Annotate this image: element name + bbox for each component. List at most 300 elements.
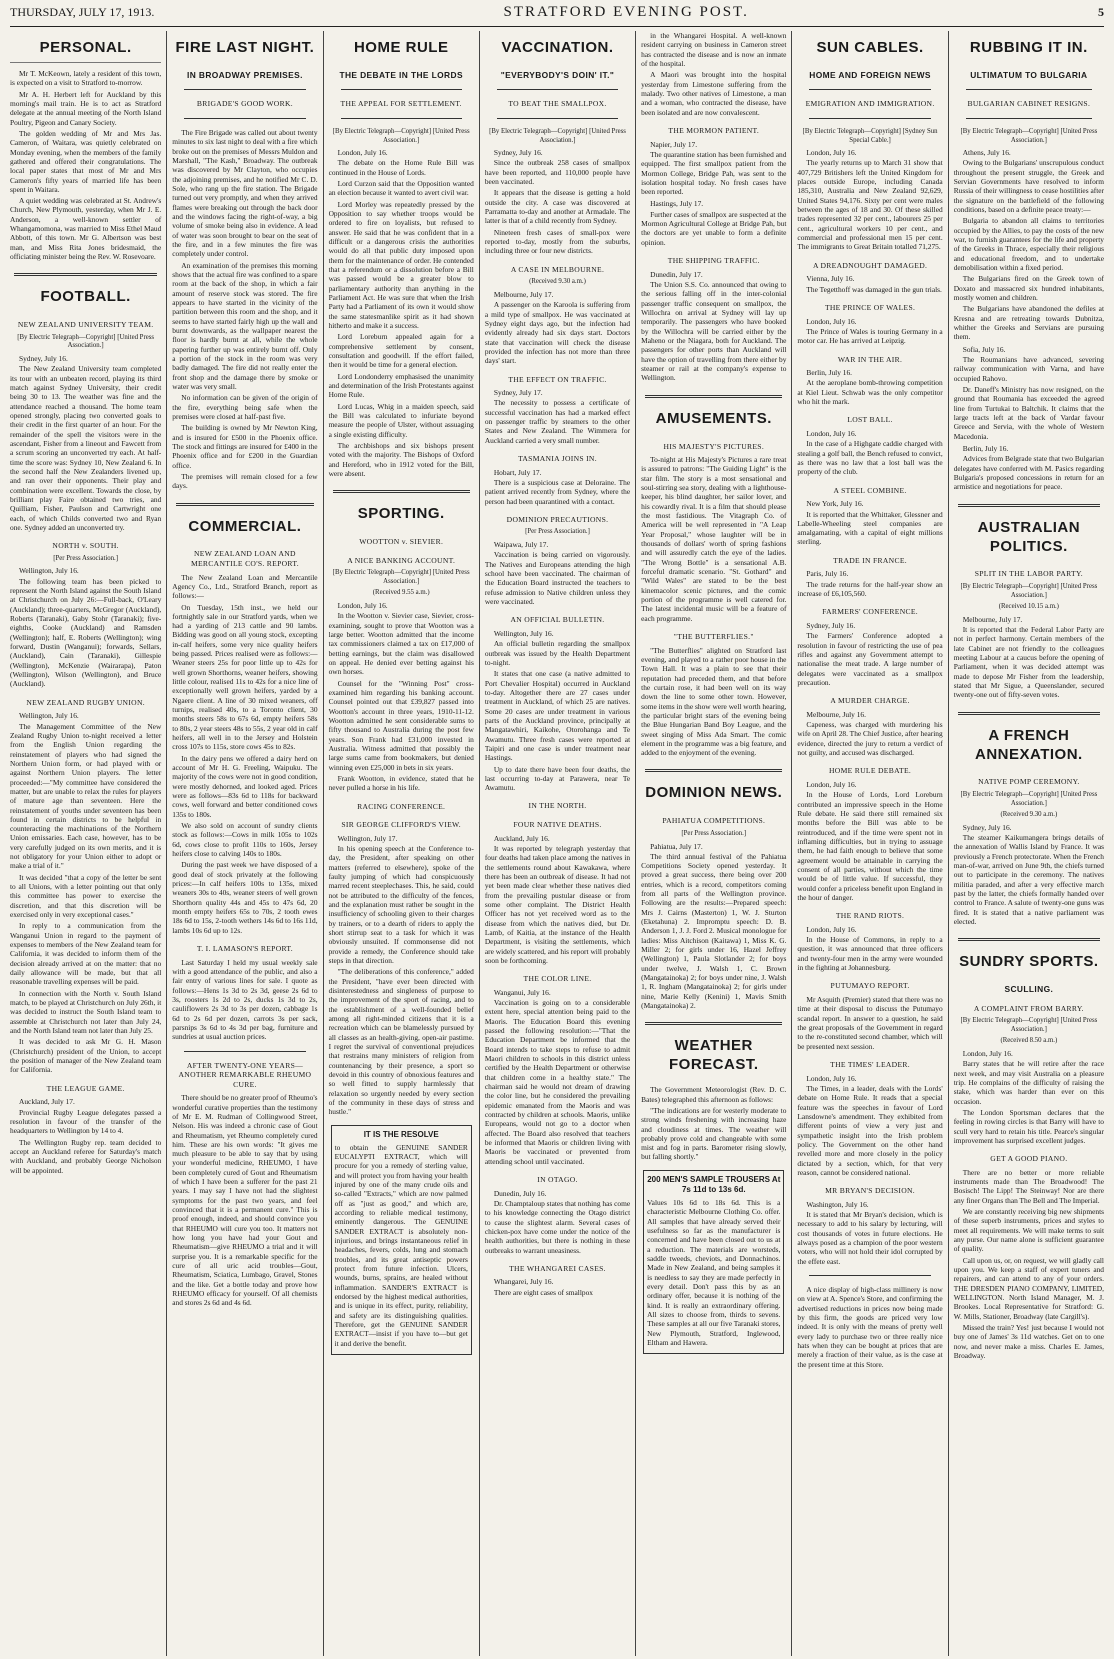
- dateline: Dunedin, July 17.: [650, 269, 703, 279]
- paragraph: The debate on the Home Rule Bill was continued in the House of Lords.: [328, 158, 474, 177]
- dateline: Sydney, July 16.: [806, 620, 856, 630]
- paragraph: Vaccination is going on to a considerable extent here, special attention being paid to the Maoris. The Education Board this evening passed the following resolution:—"That the Education Department be informed that the Board intends to take steps to refuse to admit Maori children to schools in this district unless certified by the Health Department or otherwise that children come in a healthy state." The chairman said he would not dream of drawing the color line, but he considered the prevailing epidemic emanated from the Maoris and was contracted by children at schools. Maoris, unlike Europeans, would not go to a doctor when affected. The Board also resolved that teachers be informed that Maoris or children living with Maoris be vaccinated or prevented from attending school until vaccinated.: [484, 998, 631, 1166]
- article-heading: AN OFFICIAL BULLETIN.: [510, 615, 605, 625]
- paragraph: The third annual festival of the Pahiatua Competitions Society opened yesterday. It proved a great success, there being over 200 entries, which is a record, competitors coming from all parts of the Wellington province. Following are the results:—Prepared speech: Mrs J. Cairns (Masterton) 1, W. J. Sturton (Eketahuna) 2. Impromptu speech: D. B. Anderson 1, J. J. Ford 2. Musical monologue for ladies: Miss Aitchison (Kaitawa) 1, Miss K. G. Miller 2; for girls under 16, Hazel Jeffrey (Wellington) 1, Paula Slotlander 2; for boys under twelve, J. Walsh 1, C. Brown (Mangatainoka) 2; for boys under nine, J. Walsh 1, R. Ingham (Mangatainoka) 2; for girls under nine, Marie Kelly (Kenini) 1, Mavis Smith (Mangatainoka) 2.: [641, 851, 787, 1011]
- advertisement-body: [647, 1198, 780, 1347]
- paragraph: Up to date there have been four deaths, the last occurring to-day at Parawera, near Te Awamutu.: [484, 764, 631, 793]
- paragraph: Owing to the Bulgarians' unscrupulous conduct throughout the present struggle, the Greek and Servian Governments have resolved to inform Russia of their willingness to cease hostilities after the signature on the battlefield of the following conditions, based on a definite peace treaty:—: [953, 158, 1104, 215]
- divider: [497, 118, 618, 119]
- sub-heading: HOME AND FOREIGN NEWS: [809, 69, 931, 80]
- column-4: [479, 31, 635, 1656]
- paragraph: Provincial Rugby League delegates passed a resolution in favour of the transfer of the headquarters to Wellington by 14 to 4.: [10, 1107, 162, 1136]
- section-heading-commercial: COMMERCIAL.: [188, 517, 302, 535]
- article-body: [797, 285, 942, 294]
- dateline: Vienna, July 16.: [806, 274, 855, 284]
- article-body: [485, 998, 630, 1166]
- article-heading: THE COLOR LINE.: [523, 974, 592, 984]
- divider: [184, 1051, 305, 1052]
- article-heading: DOMINION PRECAUTIONS.: [506, 514, 609, 524]
- paragraph: The Times, in a leader, deals with the Lords' debate on Home Rule. It reads that a special feature was the speeches in favour of Lord Lansdowne's amendment. They exhibited from different points of view a very just and sympathetic insight into the Irish problem policy. The Government on the other hand revelled more and more closely in the policy dictated by a section, which, for that very reason, cannot be considered national.: [797, 1083, 943, 1177]
- paragraph: Nineteen fresh cases of small-pox were reported to-day, mostly from the suburbs, including three or four new districts.: [484, 227, 631, 256]
- wire-credit: [By Electric Telegraph—Copyright] [United Press Association.]: [489, 128, 626, 144]
- section-heading-dominion-news: DOMINION NEWS.: [645, 784, 783, 802]
- article-body: [172, 573, 317, 935]
- paragraph: The Bulgarians have abandoned the defiles at Kresna and are retreating towards Dubnitza, whither the Greeks and Servians are pursuing them.: [953, 304, 1104, 342]
- paragraph: Lord Morley was repeatedly pressed by the Opposition to say whether troops would be ordered to fire on loyalists, but refused to answer. He said that he was confident that in a difficult or a dangerous crisis the authorities would do all that public duty imposed upon them for the maintenance of order. He contended that a referendum or a dissolution before a Bill was passed would be a greater blow to parliamentary authority than anything in the Parliament Act. He was sure that when the Irish Party had a Parliament of its own it would show the same statesmanlike spirit as it had shown hitherto and make it a success.: [328, 199, 474, 331]
- advertisement: [331, 1125, 472, 1355]
- paragraph: Mr T. McKeown, lately a resident of this town, is expected on a visit to Stratford to-morrow.: [10, 68, 162, 88]
- dateline: Sydney, July 17.: [493, 388, 543, 398]
- article-body: [797, 995, 942, 1051]
- article-body: [797, 327, 942, 346]
- article-heading: RACING CONFERENCE.: [357, 801, 446, 811]
- paragraph: The necessity to possess a certificate of successful vaccination has had a marked effect on passenger traffic by steamers to the other States and New Zealand. The Wimmera for Auckland carried a very small number.: [484, 398, 631, 445]
- article-heading: A MURDER CHARGE.: [830, 696, 910, 706]
- article-subheading: A COMPLAINT FROM BARRY.: [973, 1003, 1084, 1013]
- paragraph: Mr Asquith (Premier) stated that there was no time at their disposal to discuss the Putumayo scandal report. In answer to a question, he said the great proposals of the Government in regard to the re-constituted second chamber, which will be presented next session.: [797, 995, 943, 1051]
- paragraph: The following team has been picked to represent the North Island against the South Island at Christchurch on July 26:—Full-back, O'Leary (Auckland); three-quarters, McGregor (Auckland), Roberts (Taranaki), Gaby Stohr (Taranaki); five-eighths, Cooke (Auckland) and Ramsden (Wellington); half, E. Roberts (Wellington); wing forward, Dustin (Wanganui); forwards, Sellars, (Auckland), Cain (Taranaki), Gillespie (Wellington), McKenzie (Wairarapa), Paton (Wellington), Wilson (Wellington), and Bruce (Auckland).: [10, 576, 162, 689]
- paragraph: In the dairy pens we offered a dairy herd on account of Mr H. G. Freeling, Waipuku. The majority of the cows were not in good condition, were mostly dehorned, and looked aged. Prices were as follows—83s 6d to 118s for backward cows, well forward and better conditioned cows 135s to 180s.: [172, 753, 318, 819]
- wire-credit: [By Electric Telegraph—Copyright] [United Press Association.]: [960, 582, 1098, 599]
- dateline: Waipawa, July 17.: [493, 540, 549, 550]
- article-body: [954, 454, 1104, 491]
- paragraph: There are eight cases of smallpox: [493, 1287, 593, 1297]
- paragraph: in the Whangarei Hospital. A well-known resident carrying on business in Cameron street has contracted the disease and is now an inmate of the hospital.: [641, 31, 787, 68]
- article-heading: IN OTAGO.: [537, 1175, 578, 1184]
- section-heading-sundry-sports: SUNDRY SPORTS.: [959, 953, 1099, 971]
- paragraph: A passenger on the Karoola is suffering from a mild type of smallpox. He was vaccinated at Sydney eight days ago, but the infection had evidently already had six days start. Doctors state that vaccination will check the disease provided the infection has not more than three days' start.: [484, 300, 631, 366]
- article-body: [485, 398, 630, 445]
- article-heading: WAR IN THE AIR.: [837, 354, 903, 364]
- article-body: [485, 550, 630, 606]
- paragraph: There are no better or more reliable instruments made than The Broadwood! The Bosisch! The Lipp! The Steinway! Nor are there any finer Organs than The Bell and The Imperial.: [953, 1167, 1104, 1205]
- dateline: London, July 16.: [337, 601, 388, 611]
- article-body: [954, 625, 1104, 700]
- paragraph: In reply to a communication from the Wanganui Union in regard to the payment of expenses to members of the New Zealand team for California, it was decided to inform them of the decision already arrived at on the matter: that no daily allowance will be made, but that all reasonable travelling expenses will be paid.: [10, 921, 162, 987]
- paragraph: Lord Londonderry emphasised the unanimity and determination of the Irish Protestants against Home Rule.: [328, 371, 474, 400]
- divider: [809, 118, 930, 119]
- article-heading: HOME RULE DEBATE.: [829, 766, 912, 776]
- paragraph: Frank Wootton, in evidence, stated that he never pulled a horse in his life.: [328, 773, 474, 793]
- paragraph: Lord Loreburn appealed again for a comprehensive settlement by consent, consultation and goodwill. If the effort failed, then it would be time for a general election.: [328, 332, 474, 370]
- column-5: [635, 31, 791, 1656]
- paragraph: The Prince of Wales is touring Germany in a motor car. He has arrived at Leipzig.: [797, 326, 943, 346]
- headline: SUN CABLES.: [816, 39, 924, 56]
- columns: [10, 31, 1104, 1656]
- article-heading: A STEEL COMBINE.: [833, 485, 907, 495]
- paragraph: In the case of a Highgate caddie charged with stealing a golf ball, the Bench refused to convict, as there was no law that a lost ball was the property of the club.: [797, 439, 943, 477]
- headline: VACCINATION.: [501, 39, 614, 56]
- section-heading-weather: WEATHER FORECAST.: [669, 1037, 759, 1074]
- dateline: Washington, July 16.: [806, 1199, 869, 1209]
- divider: [176, 503, 313, 506]
- divider: [966, 118, 1092, 119]
- paragraph: In his opening speech at the Conference to-day, the President, after speaking on other matters (referred to elsewhere), spoke of the faulty jumping of which had conspicuously marred recent steeplechases. This, he said, could not be attributed to the difficulty of the fences, and the explanation must rather be sought in the insufficiency of schooling given to their charges by trainers, or to a dearth of riders to apply the short stirrup seat to a task for which it was obviously unsuited. If commonsense did not provide a remedy, the Conference should take steps in that direction.: [328, 844, 474, 965]
- dateline: Melbourne, July 16.: [806, 709, 866, 719]
- article-body: [485, 844, 630, 965]
- column-7: [948, 31, 1104, 1656]
- advertisement-body: [172, 1093, 317, 1308]
- wire-credit: [By Electric Telegraph—Copyright] [United Press Association.]: [960, 1017, 1098, 1033]
- paragraph: It was decided "that a copy of the letter be sent to all Unions, with a letter pointing out that only this committee has power to exercise the discretion, and that this discretion will be exercised only in very exceptional cases.": [10, 872, 162, 920]
- dateline: Wanganui, July 16.: [493, 987, 551, 997]
- paragraph: There is a suspicious case at Deloraine. The patient arrived recently from Sydney, where the person had been quarantined with a contact.: [484, 477, 631, 506]
- paragraph: Barry states that he will retire after the race next week, and may visit Australia on a pleasure trip. He complains of the difficulty of raising the stake, which was harder than ever on this occasion.: [953, 1059, 1104, 1106]
- received-time: (Received 9.30 a.m.): [1000, 811, 1058, 819]
- paragraph: Further cases of smallpox are suspected at the Mormon Agricultural College at Bridge Pah, but the doctors are yet unable to form a definite opinion.: [641, 209, 787, 247]
- wire-credit: [Per Press Association.]: [53, 554, 119, 562]
- dateline: London, July 16.: [806, 148, 857, 158]
- paragraph: On Tuesday, 15th inst., we held our fortnightly sale in our Stratford yards, when we had a yarding of 213 cattle and 90 lambs. Bidding was good on all young stock, excepting in-calf heifers, some very nice quality heifers being passed. Prices realised were as follows:—Weaner steers 25s for poor little up to 42s for well grown Shorthorns, weaner heifers, showing little colour, realised 11s to 42s for a nice line of exceptionally well grown heifers, yarded by a Ngaere client. A line of 30 mixed weaners, off turnips, realised 40s, to a Toronto client, 30 months steers 58s to 67s 6d, empty heifers 58s to 80s, 2 year steers 48s to 55s, 2 year old in calf heifers, all well in to the Jersey and Holstein cross 107s to 115s, store cows 45s to 82s.: [172, 602, 318, 752]
- divider: [341, 89, 462, 90]
- advertisement-heading: AFTER TWENTY-ONE YEARS—ANOTHER REMARKABLE RHEUMO CURE.: [178, 1060, 312, 1089]
- section-heading-football: FOOTBALL.: [40, 288, 131, 306]
- divider: [497, 89, 618, 90]
- article-heading: HIS MAJESTY'S PICTURES.: [663, 441, 765, 451]
- article-body: [797, 439, 942, 476]
- sub-heading: THE DEBATE IN THE LORDS: [339, 69, 463, 80]
- paragraph: It appears that the disease is getting a hold outside the city. A case was discovered at Parramatta to-day and another at Armadale. The latter is that of a child recently from Sydney.: [484, 188, 631, 226]
- dateline: Sydney, July 16.: [19, 354, 68, 364]
- masthead: [10, 4, 1104, 27]
- paragraph: The Roumanians have advanced, severing railway communication with Varna, and have occupied Rahovo.: [953, 355, 1104, 383]
- paragraph: At the aeroplane bomb-throwing competition at Kiel Lieut. Schwab was the only competitor who hit the mark.: [797, 378, 943, 407]
- article-heading: THE RAND RIOTS.: [835, 911, 905, 921]
- paragraph: "The deliberations of this conference," added the President, "have ever been directed with disinterestedness and singleness of purpose to the improvement of the sport of racing, and to the establishment of a well-founded belief among all right-minded citizens that it is a recreation which can be blamelessly pursued by all classes as an health-giving, open-air pastime. I regret the survival of conventional prejudices that restrains many ministers of religion from countenancing by their presence, a sport so devoid in this country of obnoxious features and so well fitted to supply harmlessly that relaxation so urgently needed by every section of the community in these days of stress and hustle.": [328, 967, 474, 1117]
- dateline: London, July 16.: [806, 924, 857, 934]
- article-body: [172, 128, 317, 490]
- paragraph: Dr. Champtaloup states that nothing has come to his knowledge connecting the Otago district to cause the slightest alarm. Several cases of chicken-pox have come under the notice of the health authorities, but there is nothing in these outbreaks to warrant uneasiness.: [484, 1198, 631, 1255]
- article-heading: THE MORMON PATIENT.: [668, 125, 760, 135]
- divider: [645, 1022, 782, 1025]
- paragraph: Advices from Belgrade state that two Bulgarian delegates have conferred with M. Pasics regarding Bulgaria's proposed concessions in return for an armistice and negotiations for peace.: [953, 454, 1104, 492]
- article-body: [797, 1210, 942, 1266]
- paragraph: It is stated that Mr Bryan's decision, which is necessary to add to his salary by lecturing, will cost thousands of votes in future elections. He always posed as a champion of the poor western voters, who will not hold their idol corrupted by the effete east.: [797, 1210, 943, 1266]
- sub-heading: THE APPEAL FOR SETTLEMENT.: [340, 99, 462, 109]
- article-body: [485, 158, 630, 255]
- paragraph: The steamer Kaikumangera brings details of the annexation of Wallis Island by France. It was previously a French protectorate. When the French man-of-war, arrived on June 9th, the chiefs turned out to participate in the ceremony. The natives militia paraded, and after a very effective march past by the latter, the chiefs formally handed over control to France. A salute of twenty-one guns was fired. It is stated that a native parliament was elected.: [953, 832, 1104, 926]
- sub-heading: EMIGRATION AND IMMIGRATION.: [805, 99, 935, 109]
- article-subheading: SIR GEORGE CLIFFORD'S VIEW.: [341, 820, 461, 830]
- divider: [966, 89, 1092, 90]
- paragraph: In connection with the North v. South Island match, to be played at Christchurch on July 26th, it was decided to instruct the South Island team to assemble at Christchurch not later than July 24, and the North Island team not later than July 25.: [10, 988, 162, 1036]
- column-6: [791, 31, 947, 1656]
- headline: FIRE LAST NIGHT.: [175, 39, 315, 56]
- article-body: [10, 1108, 161, 1175]
- paragraph: Capeness, was charged with murdering his wife on April 28. The Chief Justice, after hearing evidence, directed the jury to return a verdict of not guilty, and accused was discharged.: [797, 720, 943, 758]
- paragraph: Since the outbreak 258 cases of smallpox have been reported, and 110,000 people have been vaccinated.: [484, 158, 631, 187]
- paragraph: No information can be given of the origin of the fire, everything being safe when the premises were closed at half-past five.: [172, 393, 318, 421]
- paragraph: It was reported by telegraph yesterday that four deaths had taken place among the natives in the settlements round about Kawakawa, where there has been an outbreak of disease. It had not yet been made clear whether these natives died from the prevailing pustular disease or from some other complaint. The District Health Officer has not yet received word as to the disease from which the natives died, but Dr. Lamb, of Kaitia, at the instance of the Health Department, is visiting the settlements, which are widely scattered, and his report will probably soon be forthcoming.: [484, 843, 631, 965]
- dateline: Hastings, July 17.: [650, 199, 704, 209]
- sub-heading: BRIGADE'S GOOD WORK.: [196, 99, 293, 109]
- paragraph: The Bulgarians fired on the Greek town of Doxato and massacred six hundred inhabitants, mostly women and children.: [953, 274, 1104, 303]
- paragraph: An official bulletin regarding the smallpox outbreak was issued by the Health Department to-night.: [484, 639, 631, 667]
- received-time: (Received 10.15 a.m.): [998, 603, 1059, 611]
- divider: [341, 118, 462, 119]
- paragraph: "The indications are for westerly moderate to strong winds freshening with increasing haze and cloudiness at times. The weather will probably prove cold and changeable with some mist and fog in parts. Barometer rising slowly, but falling shortly.": [641, 1105, 787, 1162]
- wire-credit: [By Electric Telegraph—Copyright] [United Press Association.]: [960, 790, 1098, 807]
- paragraph: Vaccination is being carried on vigorously. The Natives and Europeans attending the high school have been vaccinated. The chairman of the Education Board instructed the teachers to refuse admission to Native children unless they were vaccinated.: [484, 550, 631, 607]
- wire-credit: [Per Press Association.]: [681, 829, 747, 837]
- article-heading: MR BRYAN'S DECISION.: [825, 1186, 915, 1196]
- paragraph: In the Wootton v. Sievier case, Sievier, cross-examining, sought to prove that Wootton was a large better. Wootton admitted that the income tax commissioners claimed a tax on £17,000 of betting earnings, but the claim was disallowed on appeal. He denied ever betting against his own horses.: [328, 611, 474, 677]
- wire-credit: [By Electric Telegraph—Copyright] [Sydney Sun Special Cable.]: [802, 128, 938, 144]
- paragraph: A Maori was brought into the hospital yesterday from Limestone suffering from the malady. Two other natives of Limestone, a man and a woman, who contracted the disease, have been isolated and are now convalescent.: [641, 70, 787, 117]
- article-body: [954, 833, 1104, 926]
- dateline: London, July 16.: [806, 316, 857, 326]
- dateline: Wellington, July 16.: [19, 711, 79, 721]
- sub-heading: "EVERYBODY'S DOIN' IT.": [500, 69, 615, 80]
- paragraph: Bulgaria to abandon all claims to territories occupied by the Allies, to pay the costs of the new war, to furnish guarantees for the life and property of the Greeks in Thrace, especially their religious and educational freedom, and to undertake demobilisation within a fixed period.: [953, 216, 1104, 273]
- paragraph: Call upon us, or, on request, we will gladly call upon you. We keep a staff of expert tuners and repairers, and can attend to any of your orders. THE DRESDEN PIANO COMPANY, LIMITED, WELLINGTON. North Island Manager, M. J. Brookes. Local Representative for Stratford: G. W. Mills, Stationer, Broadway (late Cargill's).: [953, 1255, 1104, 1321]
- dateline: Whangarei, July 16.: [493, 1277, 554, 1287]
- paragraph: "The Butterflies" alighted on Stratford last evening, and played to a rather poor house in the Town Hall. It was a plain to see that their reputation had preceded them, and that before the curtain rose, it had been well on its way down the line to some other town. However, some items in the show were well worth hearing, the particular bright stars of the evening being the Blue Hungarian Band Boy League, and the sweet singing of Miss Ada Smart. The comic element in the programme was a big feature, and added to the enjoyment of the evening.: [641, 645, 787, 758]
- article-body: [797, 935, 942, 972]
- column-3: [323, 31, 479, 1656]
- article-body: [641, 150, 786, 197]
- paragraph: to obtain the GENUINE SANDER EUCALYPTI EXTRACT, which will procure for you a remedy of sterling value, and will protect you from having your health injured by one of the many crude oils and so-called "Extracts," which are now palmed off as "just as good," and which are, according to reliable medical testimony, eminently dangerous. The GENUINE SANDER EXTRACT is absolutely non-injurious, and brings instantaneous relief in headaches, fevers, colds, lung and stomach troubles, and its great antiseptic powers protect from future infection. Ulcers, wounds, burns, sprains, are healed without inflammation. SANDER'S EXTRACT is endorsed by the highest medical authorities, and is unique in its effect, purity, reliability, and safety are its distinguishing qualities. Therefore, get the GENUINE SANDER EXTRACT—insist if you have to—but get it and derive the benefit.: [334, 1142, 468, 1348]
- article-heading: T. I. LAMASON'S REPORT.: [196, 943, 293, 953]
- article-subheading: NATIVE POMP CEREMONY.: [978, 777, 1080, 787]
- paragraph: An examination of the premises this morning shows that the actual fire was confined to a spare room at the back of the shop, in which a fair amount of reserve stock was stored. The fire appears to have started in the vicinity of the partition between this room and the shop, and it seems to have started fairly high up the wall and burnt downwards, as the wallpaper nearest the floor is hardly burnt at all, while the whole papering further up was entirely burnt off. Only a portion of the stock in the room was very badly damaged. The fire did not really enter the front shop and the damage there by smoke or water was very small.: [172, 260, 318, 391]
- article-body: [954, 355, 1104, 441]
- dateline: Dunedin, July 16.: [493, 1188, 547, 1198]
- dateline: Paris, July 16.: [806, 569, 849, 579]
- article-heading: IN THE NORTH.: [528, 801, 587, 811]
- divider: [809, 89, 930, 90]
- article-heading: PAHIATUA COMPETITIONS.: [662, 816, 766, 826]
- article-heading: NEW ZEALAND LOAN AND MERCANTILE CO'S. REPORT.: [190, 549, 299, 568]
- paragraph: There should be no greater proof of Rheumo's wonderful curative properties than the testimony of Mr E. M. Rudman of Collingwood Street, Nelson. His was indeed a chronic case of Gout and Rheumatism, yet Rheumo completely cured him. These are his own words: "It gives me much pleasure to be able to say that by using your wonderful medicine, RHEUMO, I have been completely cured of Gout and Rheumatism of which I have been a sufferer for the past 21 years. I may say I have not had the slightest symptoms for the past two years, and feel convinced that it is a permanent cure." This is proof enough, indeed, and should convince you that RHEUMO will cure you too. It matters not how long you have had your Gout and Rheumatism—give RHEUMO a trial and it will surprise you. It is a remarkable specific for the cure of all uric acid troubles—Gout, Rheumatism, Sciatica, Lumbago, Gravel, Stones and the like. Get a bottle today and prove how RHEUMO efficacy for yourself. Of all chemists and stores 2s 6d and 4s 6d.: [172, 1093, 318, 1308]
- article-heading: LOST BALL.: [847, 415, 893, 425]
- paragraph: The New Zealand University team completed its tour with an unbeaten record, playing its third match against Sydney University, their credit being 30 to 13. The weather was fine and the attendance reached a thousand. The home team opened strongly, placing two converted goals to their credit in the first quarter of an hour. For the remainder of the spell the visitors were in the ascendant, Fisher from a lineout and Fawcett from a scrum scoring an unconverted try each. At half-time the score was: Sydney 10, New Zealand 6. In the second half the New Zealanders livened up, and ran over their opponents. Their play and combination were excellent. Towards the close, by brilliant play Faire obtained two tries, and Quilliam, Fisher, Paulson and Cartwright one each, of which Childs converted two and Ryan one. Sydney added an unconverted try.: [10, 364, 162, 532]
- article-heading: "THE BUTTERFLIES.": [673, 631, 754, 641]
- article-body: [485, 1199, 630, 1255]
- column-2: [166, 31, 322, 1656]
- paragraph: The Farmers' Conference adopted a resolution in favour of restricting the use of pea rifles and against any Government attempt to nationalise the meat trade. A large number of delegates were vaccinated as a smallpox precaution.: [797, 631, 943, 687]
- paragraph: A nice display of high-class millinery is now on view at A. Spence's Store, and confirming the advertised reductions in prices now being made by this firm, the goods are priced very low indeed. It is only with the means of pretty well every lady to purchase two or three really nice hats when they can be bought at prices that are merely a fraction of their value, as is the case at the present time at this Store.: [797, 1285, 943, 1369]
- article-heading: WOOTTON v. SIEVIER.: [359, 537, 444, 547]
- article-body: [641, 210, 786, 247]
- dateline: Athens, July 16.: [962, 148, 1011, 158]
- dateline: Sofia, July 16.: [962, 344, 1006, 354]
- paragraph: Lord Lucas, Whig in a maiden speech, said the Bill was calculated to infuriate beyond measure the people of Ulster, without assuaging a single existing difficulty.: [328, 401, 474, 439]
- paragraph: A quiet wedding was celebrated at St. Andrew's Church, New Plymouth, yesterday, when Mr J. E. Anderson, a well-known settler of Whangamomona, was married to Miss Ethel Maud Abbott, of this town. Mr G. Albertson was best man, and Miss Rita Jones bridesmaid, the officiating minister being the Rev. W. Rosevoare.: [10, 196, 162, 262]
- article-heading: PUTUMAYO REPORT.: [830, 981, 910, 991]
- article-heading: THE EFFECT ON TRAFFIC.: [508, 374, 607, 384]
- headline: RUBBING IT IN.: [969, 39, 1088, 56]
- sub-heading: ULTIMATUM TO BULGARIA: [970, 69, 1088, 80]
- advertisement-body: [954, 1168, 1104, 1361]
- paragraph: The premises will remain closed for a few days.: [172, 471, 318, 491]
- personal-paragraphs: [10, 69, 161, 262]
- dateline: Melbourne, July 17.: [962, 614, 1023, 624]
- section-heading-french-annexation: A FRENCH ANNEXATION.: [974, 726, 1083, 763]
- article-body: [485, 639, 630, 792]
- paragraph: In the House of Commons, in reply to a question, it was announced that three officers and twenty-four men in the army were wounded in the fighting at Johannesburg.: [797, 935, 943, 973]
- paper-title: STRATFORD EVENING POST.: [503, 4, 749, 20]
- dateline: Berlin, July 16.: [962, 444, 1009, 453]
- section-heading-sporting: SPORTING.: [357, 505, 445, 523]
- divider: [333, 490, 470, 493]
- paragraph: Values 10s 6d to 18s 6d. This is a characteristic Melbourne Clothing Co. offer. All samples that have already served their usefulness so far as the manufacturer is concerned and have been closed out to us at a reduction. The materials are worsteds, saddle tweeds, cheviots, and Donnachinos. Made in New Zealand, and being samples it is needless to say they are made perfectly in every detail. Don't pass this by as an ordinary offer, because it is nothing of the kind. It is really an extraordinary offering. All sizes to choose from, thirds to sevens. These samples at all our five Taranaki stores, New Plymouth, Stratford, Inglewood, Eltham and Hawera.: [647, 1197, 781, 1347]
- article-body: [641, 852, 786, 1011]
- paragraph: We also sold on account of sundry clients stock as follows:—Cows in milk 105s to 102s 6d, cows close to profit 110s to 160s, Jersey heifers close to calving 140s to 180s.: [172, 821, 318, 859]
- sub-heading: IN BROADWAY PREMISES.: [186, 69, 303, 80]
- article-body: [641, 1085, 786, 1162]
- article-heading: NORTH v. SOUTH.: [52, 541, 119, 551]
- dateline: Wellington, July 16.: [19, 566, 79, 576]
- dateline: Hobart, July 17.: [493, 467, 542, 477]
- divider: [958, 504, 1100, 507]
- article-body: [329, 158, 474, 478]
- article-body: [797, 631, 942, 687]
- paragraph: It states that one case (a native admitted to Port Chevalier Hospital) occurred in Auckland to-day. Altogether there are 27 cases under treatment in Auckland, of which 25 are natives. Some 20 cases are under treatment in various parts of the Auckland province, principally at Mangatawhiri, Kaikohe, Otorohanga and Te Awamutu. Three fresh cases were reported at Taipiri and one case is under treatment near Hastings.: [484, 669, 631, 763]
- article-body: [10, 364, 161, 532]
- article-heading: THE SHIPPING TRAFFIC.: [667, 256, 760, 266]
- paragraph: The Tegetthoff was damaged in the gun trials.: [806, 284, 942, 294]
- paragraph: The archbishops and six bishops present voted with the majority. The Bishops of Oxford and Hereford, who in 1912 voted for the Bill, were absent.: [328, 441, 474, 478]
- article-body: [797, 790, 942, 902]
- paragraph: In the House of Lords, Lord Loreburn contributed an impressive speech in the Home Rule debate. He said there still remained six months before the Bill was able to be reintroduced, and if the time were spent not in inflaming difficulties, but in trying to assuage them, he had faith enough to believe that some agreement would be attainable in carrying the consent of all parties, without which the time would be of little value. If successful, they would confer a priceless benefit upon England in the hour of danger.: [797, 790, 943, 902]
- article-body: [485, 300, 630, 365]
- article-body: [797, 720, 942, 757]
- paragraph: The quarantine station has been furnished and equipped. The first smallpox patient from the Mormon College, Bridge Pah, was sent to the isolation hospital today. No fresh cases have been reported.: [641, 149, 787, 197]
- dateline: Berlin, July 16.: [806, 368, 852, 378]
- dateline: London, July 16.: [806, 1073, 857, 1083]
- paragraph: The London Sportsman declares that the feeling in rowing circles is that Barry will have to scull very hard to retain his title. Pearce's singular improvement has surprised excellent judges.: [953, 1107, 1104, 1145]
- article-body: [329, 611, 474, 792]
- article-body: [797, 158, 942, 251]
- divider: [958, 712, 1100, 715]
- wire-credit: [Per Press Association.]: [525, 528, 590, 536]
- dateline: Wellington, July 17.: [337, 833, 398, 843]
- article-heading: THE PRINCE OF WALES.: [824, 302, 916, 312]
- divider: [809, 1275, 930, 1276]
- article-body: [10, 577, 161, 689]
- dateline: Sydney, July 16.: [962, 822, 1012, 832]
- article-heading: A DREADNOUGHT DAMAGED.: [812, 260, 928, 270]
- paragraph: Lord Curzon said that the Opposition wanted an election because it wanted to avert civil war.: [328, 179, 474, 198]
- sub-heading: TO BEAT THE SMALLPOX.: [508, 99, 607, 109]
- paragraph: Mr A. H. Herbert left for Auckland by this morning's mail train. He is to act as Stratford delegate at the annual meeting of the North Island Poultry, Pigeon and Canary Society.: [10, 89, 162, 127]
- paragraph: The Fire Brigade was called out about twenty minutes to six last night to deal with a fire which broke out on the premises of Messrs Muldon and Marshall, "The Kash," Broadway. The outbreak was discovered by Mr Clayton, who occupies the adjoining premises, and he notified Mr C. D. Sole, who rang up the fire station. The Brigade turned out very promptly, and when they arrived flames were breaking out through the back door and the windows facing the right-of-way, a big volume of smoke being also in evidence. A lead of water was soon brought to bear on the seat of the fire, and in a few minutes the fire was completely under control.: [172, 128, 318, 259]
- dateline: London, July 16.: [337, 148, 388, 158]
- dateline: London, July 16.: [806, 428, 857, 438]
- article-heading: THE WHANGAREI CASES.: [509, 1263, 606, 1273]
- divider: [184, 118, 305, 119]
- paragraph: Counsel for the "Winning Post" cross-examined him regarding his banking account. Counsel pointed out that £39,827 passed into Wootton's account in three years, 1910-11-12. Wootton admitted he sent considerable sums to fifty thousand to Australia during the post few years. Son Frank had £31,000 invested in Australia. Witness admitted that possibly the large sums came from bookmakers, but denied winning even £25,000 in bets in six years.: [328, 678, 474, 772]
- article-heading: FARMERS' CONFERENCE.: [822, 607, 918, 617]
- sub-heading: BULGARIAN CABINET RESIGNS.: [967, 99, 1091, 109]
- article-continuation: [641, 31, 786, 117]
- dateline: Auckland, July 16.: [493, 833, 550, 843]
- advertisement-body: [797, 1285, 942, 1369]
- paragraph: The golden wedding of Mr and Mrs Jas. Cameron, of Waitara, was quietly celebrated on Monday evening, when the members of the family gathered and offered their congratulations. The local paper states that most of Mr and Mrs Cameron's fifty years of married life has been spent in Waitara.: [10, 128, 162, 194]
- paragraph: During the past week we have disposed of a good deal of stock privately at the following prices:—In calf heifers 100s to 135s, mixed weaners 30s to 40s, weaner steers of well grown Shorthorn quality 44s and 45s to 47s 6d, 20 month empty heifers 65s to 70s, 2 tooth ewes 18s 6d to 15s, 2-tooth wethers 14s 6d to 16s 11d, lambs 10s 6d up to 12s.: [172, 860, 318, 935]
- article-body: [641, 280, 786, 383]
- article-body: [797, 510, 942, 547]
- advertisement: [643, 1170, 784, 1354]
- paragraph: The yearly returns up to March 31 show that 407,729 Britishers left the United Kingdom for places outside Europe, including Canada 185,310, Australia and New Zealand 92,629, United States 94,176. Sixty per cent were males between the ages of 18 and 30. Of these skilled trades represented 32 per cent., labourers 25 per cent., agricultural workers 10 per cent., and commercial and professional men 15 per cent. The immigrants to Great Britain totalled 71,275.: [797, 158, 943, 252]
- article-heading: A CASE IN MELBOURNE.: [510, 264, 605, 274]
- article-heading: TRADE IN FRANCE.: [833, 555, 907, 565]
- page-number: 5: [1097, 5, 1104, 19]
- divider: [14, 273, 157, 276]
- article-heading: TASMANIA JOINS IN.: [518, 454, 597, 464]
- article-heading: THE TIMES' LEADER.: [830, 1059, 910, 1069]
- advertisement-heading: 200 MEN'S SAMPLE TROUSERS At 7s 11d to 13s 6d.: [647, 1174, 781, 1194]
- dateline: London, July 16.: [962, 1048, 1013, 1058]
- received-time: (Received 9.55 a.m.): [372, 589, 430, 597]
- paragraph: Dr. Daneff's Ministry has now resigned, on the ground that Roumania has exceeded the agreed line from Turtukai to Baltchik. It claims that the large tracts left at the back of Vardar favour Greece and Servia, with the whole of Western Macedonia.: [953, 385, 1104, 441]
- received-time: (Received 9.30 a.m.): [529, 278, 586, 286]
- dateline: Melbourne, July 17.: [493, 289, 554, 299]
- dateline: New York, July 16.: [806, 499, 864, 509]
- paragraph: The Management Committee of the New Zealand Rugby Union to-night received a letter from the English Union regarding the reinstatement of players who had signed the Northern Union form, or had played with or against Northern Union players. The letter proceeded:—"My committee have considered the matter, but are unable to relax the rules for players of mature age than seventeen. Here the reinstatement of youths under seventeen has been found in certain districts to be helpful in counteracting the machinations of the Northern Union emissaries. Each case, however, has to be very carefully judged on its own merits, and it is not obligatory for your Union either to adopt or make a trial of it.": [10, 721, 162, 871]
- article-body: [10, 722, 161, 1075]
- paragraph: We are constantly receiving big new shipments of these superb instruments, prices and styles to meet all requirements. We will make terms to suit any purse. Our name alone is sufficient guarantee of quality.: [953, 1207, 1104, 1254]
- article-body: [172, 958, 317, 1042]
- paragraph: The building is owned by Mr Newton King, and is insured for £500 in the Phoenix office. The stock and fittings are insured for £400 in the Phoenix office and for £200 in the Guardian office.: [172, 423, 318, 470]
- section-heading-australian-politics: AUSTRALIAN POLITICS.: [977, 518, 1081, 555]
- paragraph: To-night at His Majesty's Pictures a rare treat is assured to patrons: "The Guiding Light" is the star film. The story is a most sensational and soul-stirring sea story, dealing with a lighthouse-keeper, his blind daughter, her sailor lover, and his cowardly rival. It is a film that should please the most fastidious. The Vitagraph Co. of America will be well represented in "A Leap Year Proposal," whose laughter will be in thousands of dollars' worth of spring fashions and will assuredly catch the eye of the ladies. "The Wrong Bottle" is a sensational A.B. forceful dramatic scenario. "St. Gothard" and "Wild Wales" are stated to be the best kinemacolor scenic pictures, and the comic portion of the programme is well catered for. The latest incidental music will be a feature of each programme.: [641, 455, 787, 623]
- article-body: [485, 478, 630, 506]
- wire-credit: [By Electric Telegraph—Copyright] [United Press Association.]: [332, 569, 470, 585]
- article-heading: NEW ZEALAND RUGBY UNION.: [26, 697, 145, 707]
- dateline: Wellington, July 16.: [493, 628, 554, 638]
- divider: [645, 769, 782, 772]
- article-body: [641, 455, 786, 623]
- section-heading-amusements: AMUSEMENTS.: [655, 409, 772, 427]
- article-body: [797, 580, 942, 599]
- section-heading-personal: PERSONAL.: [10, 39, 161, 63]
- divider: [958, 938, 1100, 941]
- wire-credit: [By Electric Telegraph—Copyright] [United Press Association.]: [960, 128, 1098, 144]
- paragraph: The trade returns for the half-year show an increase of £6,105,560.: [797, 579, 943, 599]
- paragraph: The New Zealand Loan and Mercantile Agency Co., Ltd., Stratford Branch, report as follows:—: [172, 572, 318, 601]
- divider: [645, 395, 782, 398]
- article-body: [329, 844, 474, 1117]
- article-body: [641, 646, 786, 758]
- paragraph: Last Saturday I held my usual weekly sale with a good attendance of the public, and also a fair entry of various lines for sale. I quote as follows:—Hens 1s 3d to 2s 3d, geese 2s 6d to 3s, roosters 1s 2d to 2s, ducks 1s 3d to 2s, cauliflowers 2s 3d to 3s per dozen, cabbage 1s 6d to 2s 6d per dozen, carrots 3s per sack, parsnips 3s 6d to 4s 3d per bag, furniture and sundries at usual auction prices.: [172, 957, 318, 1042]
- paragraph: The Government Meteorologist (Rev. D. C. Bates) telegraphed this afternoon as follows:: [641, 1085, 787, 1104]
- dateline: London, July 16.: [806, 779, 857, 789]
- article-body: [954, 1059, 1104, 1145]
- headline: HOME RULE: [353, 39, 449, 56]
- article-body: [485, 1288, 630, 1297]
- article-heading: THE LEAGUE GAME.: [46, 1083, 125, 1093]
- dateline: Napier, July 17.: [650, 139, 698, 149]
- wire-credit: [By Electric Telegraph—Copyright] [United Press Association.]: [332, 128, 470, 144]
- dateline: Sydney, July 16.: [493, 148, 543, 158]
- article-body: [797, 1084, 942, 1177]
- paragraph: It is reported that the Whittaker, Glessner and Labelle-Wheeling steel companies are amalgamating, with a capital of eight millions sterling.: [797, 509, 943, 547]
- advertisement-body: [335, 1143, 468, 1348]
- article-subheading: FOUR NATIVE DEATHS.: [513, 820, 602, 830]
- sub-heading: SCULLING.: [1004, 984, 1054, 995]
- article-body: [954, 158, 1104, 341]
- advertisement-heading: IT IS THE RESOLVE: [363, 1129, 439, 1139]
- issue-date: THURSDAY, JULY 17, 1913.: [10, 5, 155, 19]
- paragraph: The Union S.S. Co. announced that owing to the serious falling off in the inter-colonial passenger traffic consequent on smallpox, the Willochra on arrival at Sydney will lay up temporarily. The passengers who have booked by the Willochra will be carried either by the Maheno or the Niagara, both for Auckland. The passengers for other ports than Auckland will have the option of travelling from there either by steamer or rail at the company's expense to Wellington.: [641, 280, 787, 383]
- divider: [184, 89, 305, 90]
- paragraph: Missed the train? Yes! just because I would not buy one of James' 3s 11d watches. Get on to one now, and never make a miss. Charles E. James, Broadway.: [953, 1323, 1104, 1361]
- paragraph: It was decided to ask Mr G. H. Mason (Christchurch) president of the Union, to accept the position of manager of the New Zealand team for California.: [10, 1037, 162, 1075]
- received-time: (Received 8.50 a.m.): [1000, 1037, 1058, 1045]
- wire-credit: [By Electric Telegraph—Copyright] [United Press Association.]: [17, 333, 155, 350]
